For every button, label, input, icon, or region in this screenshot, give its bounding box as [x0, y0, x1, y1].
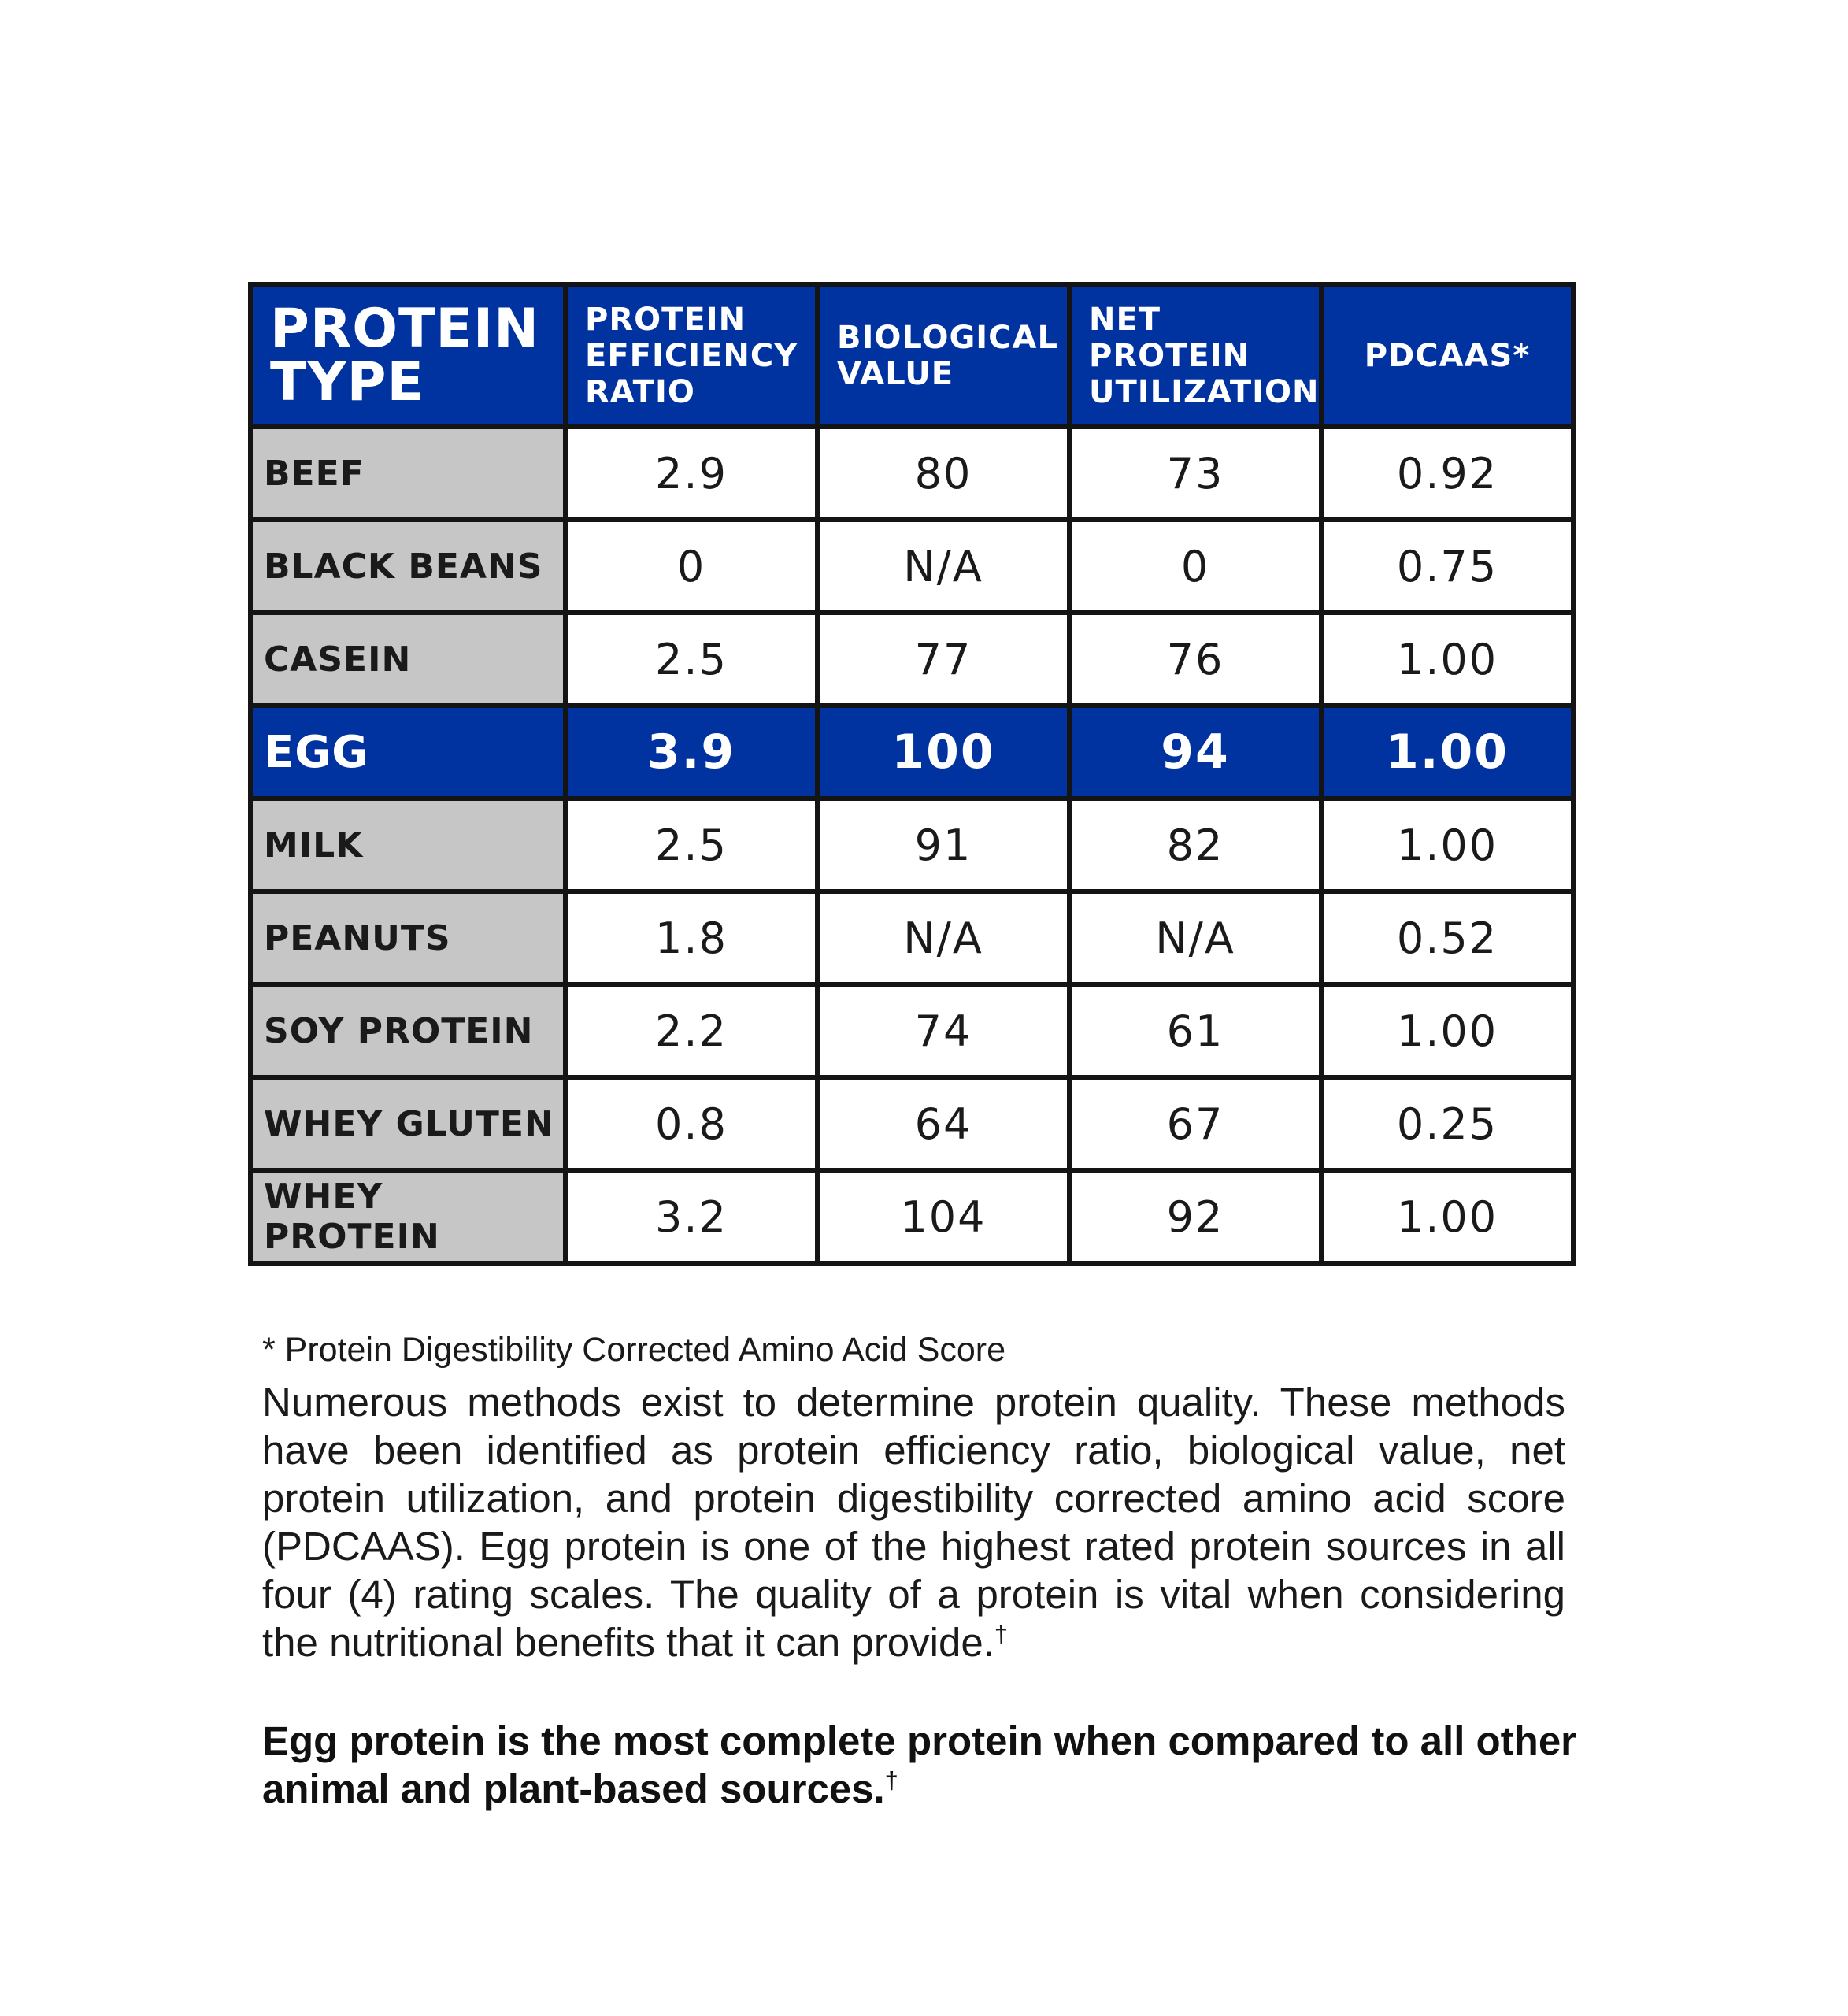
- per-value: 2.5: [565, 799, 817, 891]
- header-biological-value: BIOLOGICAL VALUE: [817, 284, 1069, 427]
- table-row: [250, 613, 1573, 706]
- per-value: 1.8: [565, 891, 817, 984]
- bv-value: 91: [817, 799, 1069, 891]
- table-row: [250, 891, 1573, 984]
- per-value: 0.8: [565, 1077, 817, 1170]
- row-label: MILK: [250, 799, 565, 891]
- npu-value: 61: [1069, 984, 1321, 1077]
- npu-value: 73: [1069, 427, 1321, 520]
- npu-value: 76: [1069, 613, 1321, 706]
- header-net-protein-utilization: NET PROTEIN UTILIZATION: [1069, 284, 1321, 427]
- pdcaas-value: 0.75: [1321, 520, 1573, 613]
- npu-value: 0: [1069, 520, 1321, 613]
- table-row: [250, 427, 1573, 520]
- bv-value: 100: [817, 706, 1069, 799]
- row-label: PEANUTS: [250, 891, 565, 984]
- table-row: [250, 799, 1573, 891]
- bv-value: 104: [817, 1170, 1069, 1263]
- conclusion-text: Egg protein is the most complete protein when compared to all other animal and plant-based sources.: [262, 1718, 1577, 1811]
- row-label: EGG: [250, 706, 565, 799]
- row-label: BLACK BEANS: [250, 520, 565, 613]
- npu-value: 82: [1069, 799, 1321, 891]
- row-label: BEEF: [250, 427, 565, 520]
- bv-value: N/A: [817, 891, 1069, 984]
- protein-comparison-table: [248, 282, 1576, 1266]
- table-row: [250, 984, 1573, 1077]
- pdcaas-value: 1.00: [1321, 706, 1573, 799]
- bv-value: 77: [817, 613, 1069, 706]
- description-text: Numerous methods exist to determine protein quality. These methods have been identified as protein efficiency ratio, biological value, net protein utilization, and protein digestibility corrected amino acid score (PDCAAS). Egg protein is one of the highest rated protein sources in all four (4) rating scales. The quality of a protein is vital when considering the nutritional benefits that it can provide.: [262, 1380, 1565, 1665]
- pdcaas-value: 0.52: [1321, 891, 1573, 984]
- pdcaas-value: 0.25: [1321, 1077, 1573, 1170]
- table-header-row: [250, 284, 1573, 427]
- per-value: 3.9: [565, 706, 817, 799]
- npu-value: N/A: [1069, 891, 1321, 984]
- pdcaas-value: 1.00: [1321, 1170, 1573, 1263]
- row-label: WHEY PROTEIN: [250, 1170, 565, 1263]
- table-row-highlighted: [250, 706, 1573, 799]
- bv-value: 64: [817, 1077, 1069, 1170]
- row-label: SOY PROTEIN: [250, 984, 565, 1077]
- table-row: [250, 1077, 1573, 1170]
- table-row: [250, 520, 1573, 613]
- pdcaas-value: 0.92: [1321, 427, 1573, 520]
- pdcaas-value: 1.00: [1321, 984, 1573, 1077]
- header-protein-type: PROTEIN TYPE: [250, 284, 565, 427]
- dagger-mark: †: [994, 1621, 1008, 1647]
- per-value: 2.2: [565, 984, 817, 1077]
- per-value: 3.2: [565, 1170, 817, 1263]
- npu-value: 67: [1069, 1077, 1321, 1170]
- description-paragraph: [262, 1378, 1565, 1666]
- bv-value: 80: [817, 427, 1069, 520]
- pdcaas-value: 1.00: [1321, 799, 1573, 891]
- bv-value: N/A: [817, 520, 1069, 613]
- npu-value: 94: [1069, 706, 1321, 799]
- row-label: CASEIN: [250, 613, 565, 706]
- bv-value: 74: [817, 984, 1069, 1077]
- header-protein-efficiency-ratio: PROTEIN EFFICIENCY RATIO: [565, 284, 817, 427]
- npu-value: 92: [1069, 1170, 1321, 1263]
- dagger-mark: †: [884, 1767, 898, 1794]
- conclusion-statement: [262, 1717, 1585, 1813]
- per-value: 2.9: [565, 427, 817, 520]
- row-label: WHEY GLUTEN: [250, 1077, 565, 1170]
- pdcaas-footnote: * Protein Digestibility Corrected Amino Acid Score: [262, 1331, 1006, 1369]
- per-value: 2.5: [565, 613, 817, 706]
- per-value: 0: [565, 520, 817, 613]
- table-row: [250, 1170, 1573, 1263]
- header-pdcaas: PDCAAS*: [1321, 284, 1573, 427]
- pdcaas-value: 1.00: [1321, 613, 1573, 706]
